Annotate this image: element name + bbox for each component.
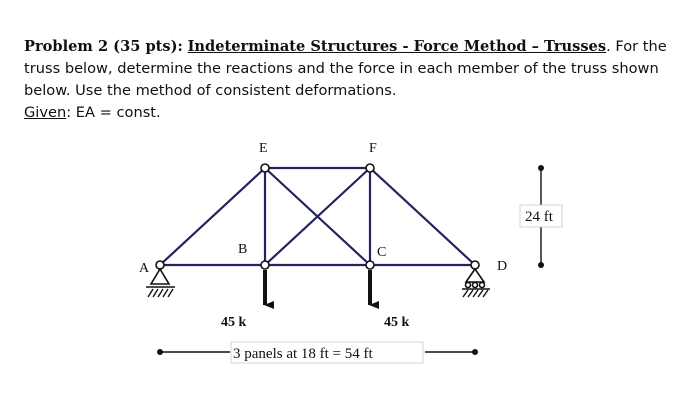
- joint-b: [261, 261, 269, 269]
- node-label-d: D: [497, 259, 508, 274]
- node-label-a: A: [139, 261, 150, 276]
- statement-line-2: truss below, determine the reactions and the force in each member of the truss shown: [24, 60, 659, 77]
- given-value: : EA = const.: [66, 104, 161, 121]
- node-label-f: F: [369, 141, 377, 156]
- joint-c: [366, 261, 374, 269]
- given-label: Given: [24, 104, 67, 121]
- statement-text-a: . For the: [606, 38, 667, 55]
- node-label-b: B: [238, 242, 248, 257]
- node-label-e: E: [259, 141, 268, 156]
- load-label-b: 45 k: [221, 315, 247, 330]
- load-label-c: 45 k: [384, 315, 410, 330]
- roller-support-d: [462, 269, 490, 297]
- problem-topic: Indeterminate Structures - Force Method – Trusses: [187, 38, 607, 55]
- height-dimension: [520, 165, 562, 268]
- joint-e: [261, 164, 269, 172]
- pin-support-a: [146, 269, 175, 297]
- height-dimension-label: 24 ft: [525, 209, 553, 225]
- span-dimension: [157, 342, 478, 363]
- statement-line-3: below. Use the method of consistent deformations.: [24, 82, 397, 99]
- truss-members: [160, 168, 475, 265]
- node-label-c: C: [377, 245, 387, 260]
- problem-heading: Problem 2 (35 pts):: [24, 38, 183, 55]
- joint-f: [366, 164, 374, 172]
- span-dimension-label: 3 panels at 18 ft = 54 ft: [233, 346, 373, 362]
- load-arrows: [265, 270, 370, 305]
- member-ae: [160, 168, 265, 265]
